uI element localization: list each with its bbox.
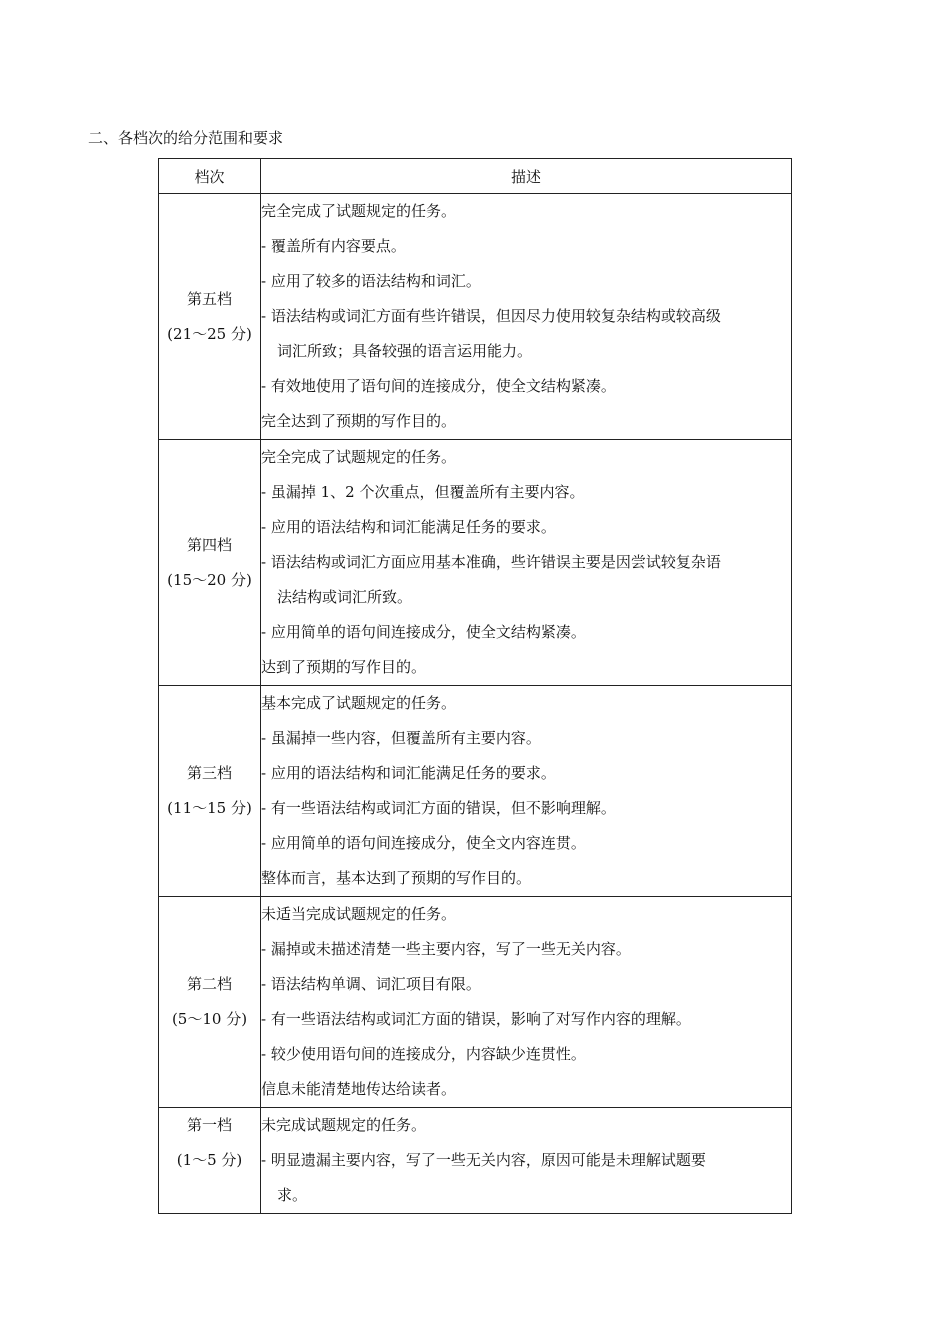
description-line: - 有效地使用了语句间的连接成分，使全文结构紧凑。 <box>261 377 616 395</box>
level-range: (21～25 分) <box>167 324 252 343</box>
description-line: - 虽漏掉 1、2 个次重点，但覆盖所有主要内容。 <box>261 483 585 501</box>
level-name: 第五档 <box>186 289 232 308</box>
description-line: 基本完成了试题规定的任务。 <box>261 694 457 712</box>
description-line: - 语法结构或词汇方面应用基本准确，些许错误主要是因尝试较复杂语 <box>261 553 721 571</box>
description-line: 信息未能清楚地传达给读者。 <box>261 1080 457 1098</box>
table-row <box>159 686 792 897</box>
description-line: 词汇所致；具备较强的语言运用能力。 <box>277 342 533 360</box>
description-line: 求。 <box>277 1186 308 1204</box>
level-cell <box>159 686 261 897</box>
table-header-row <box>159 159 792 194</box>
description-line: - 较少使用语句间的连接成分，内容缺少连贯性。 <box>261 1045 586 1063</box>
description-cell <box>261 686 792 897</box>
level-name: 第二档 <box>186 975 232 993</box>
table-row <box>159 194 792 440</box>
description-line: 达到了预期的写作目的。 <box>261 658 427 676</box>
header-level: 档次 <box>159 159 261 194</box>
description-line: - 漏掉或未描述清楚一些主要内容，写了一些无关内容。 <box>261 940 631 958</box>
level-range: (15～20 分) <box>167 570 252 589</box>
description-line: - 语法结构单调、词汇项目有限。 <box>261 975 481 993</box>
level-name: 第一档 <box>186 1116 232 1134</box>
description-line: - 有一些语法结构或词汇方面的错误，影响了对写作内容的理解。 <box>261 1010 691 1028</box>
level-cell <box>159 194 261 440</box>
description-line: 未适当完成试题规定的任务。 <box>261 905 457 923</box>
description-line: 未完成试题规定的任务。 <box>261 1116 427 1134</box>
description-line: 法结构或词汇所致。 <box>277 588 413 606</box>
level-range: (11～15 分) <box>167 799 252 817</box>
section-title: 二、各档次的给分范围和要求 <box>88 129 284 147</box>
header-description: 描述 <box>261 159 792 194</box>
description-line: 完全完成了试题规定的任务。 <box>261 448 457 466</box>
description-line: - 应用的语法结构和词汇能满足任务的要求。 <box>261 764 556 782</box>
description-cell <box>261 1108 792 1214</box>
description-cell <box>261 897 792 1108</box>
level-cell <box>159 1108 261 1214</box>
table-row <box>159 1108 792 1214</box>
level-range: (5～10 分) <box>171 1010 248 1028</box>
table-row <box>159 897 792 1108</box>
description-line: - 应用简单的语句间连接成分，使全文内容连贯。 <box>261 834 586 852</box>
table-row <box>159 440 792 686</box>
level-name: 第三档 <box>186 764 232 782</box>
description-line: - 有一些语法结构或词汇方面的错误，但不影响理解。 <box>261 799 616 817</box>
description-cell <box>261 440 792 686</box>
level-cell <box>159 440 261 686</box>
description-line: - 应用了较多的语法结构和词汇。 <box>261 272 481 290</box>
description-line: - 应用简单的语句间连接成分，使全文结构紧凑。 <box>261 623 586 641</box>
description-line: - 覆盖所有内容要点。 <box>261 237 406 255</box>
description-cell <box>261 194 792 440</box>
level-name: 第四档 <box>186 535 232 554</box>
level-cell <box>159 897 261 1108</box>
grading-table <box>158 158 792 1214</box>
description-line: 整体而言，基本达到了预期的写作目的。 <box>261 869 532 887</box>
description-line: - 应用的语法结构和词汇能满足任务的要求。 <box>261 518 556 536</box>
description-line: 完全达到了预期的写作目的。 <box>261 412 457 430</box>
description-line: 完全完成了试题规定的任务。 <box>261 202 457 220</box>
level-range: (1～5 分) <box>176 1151 243 1169</box>
description-line: - 语法结构或词汇方面有些许错误，但因尽力使用较复杂结构或较高级 <box>261 307 721 325</box>
description-line: - 明显遗漏主要内容，写了一些无关内容，原因可能是未理解试题要 <box>261 1151 706 1169</box>
description-line: - 虽漏掉一些内容，但覆盖所有主要内容。 <box>261 729 541 747</box>
